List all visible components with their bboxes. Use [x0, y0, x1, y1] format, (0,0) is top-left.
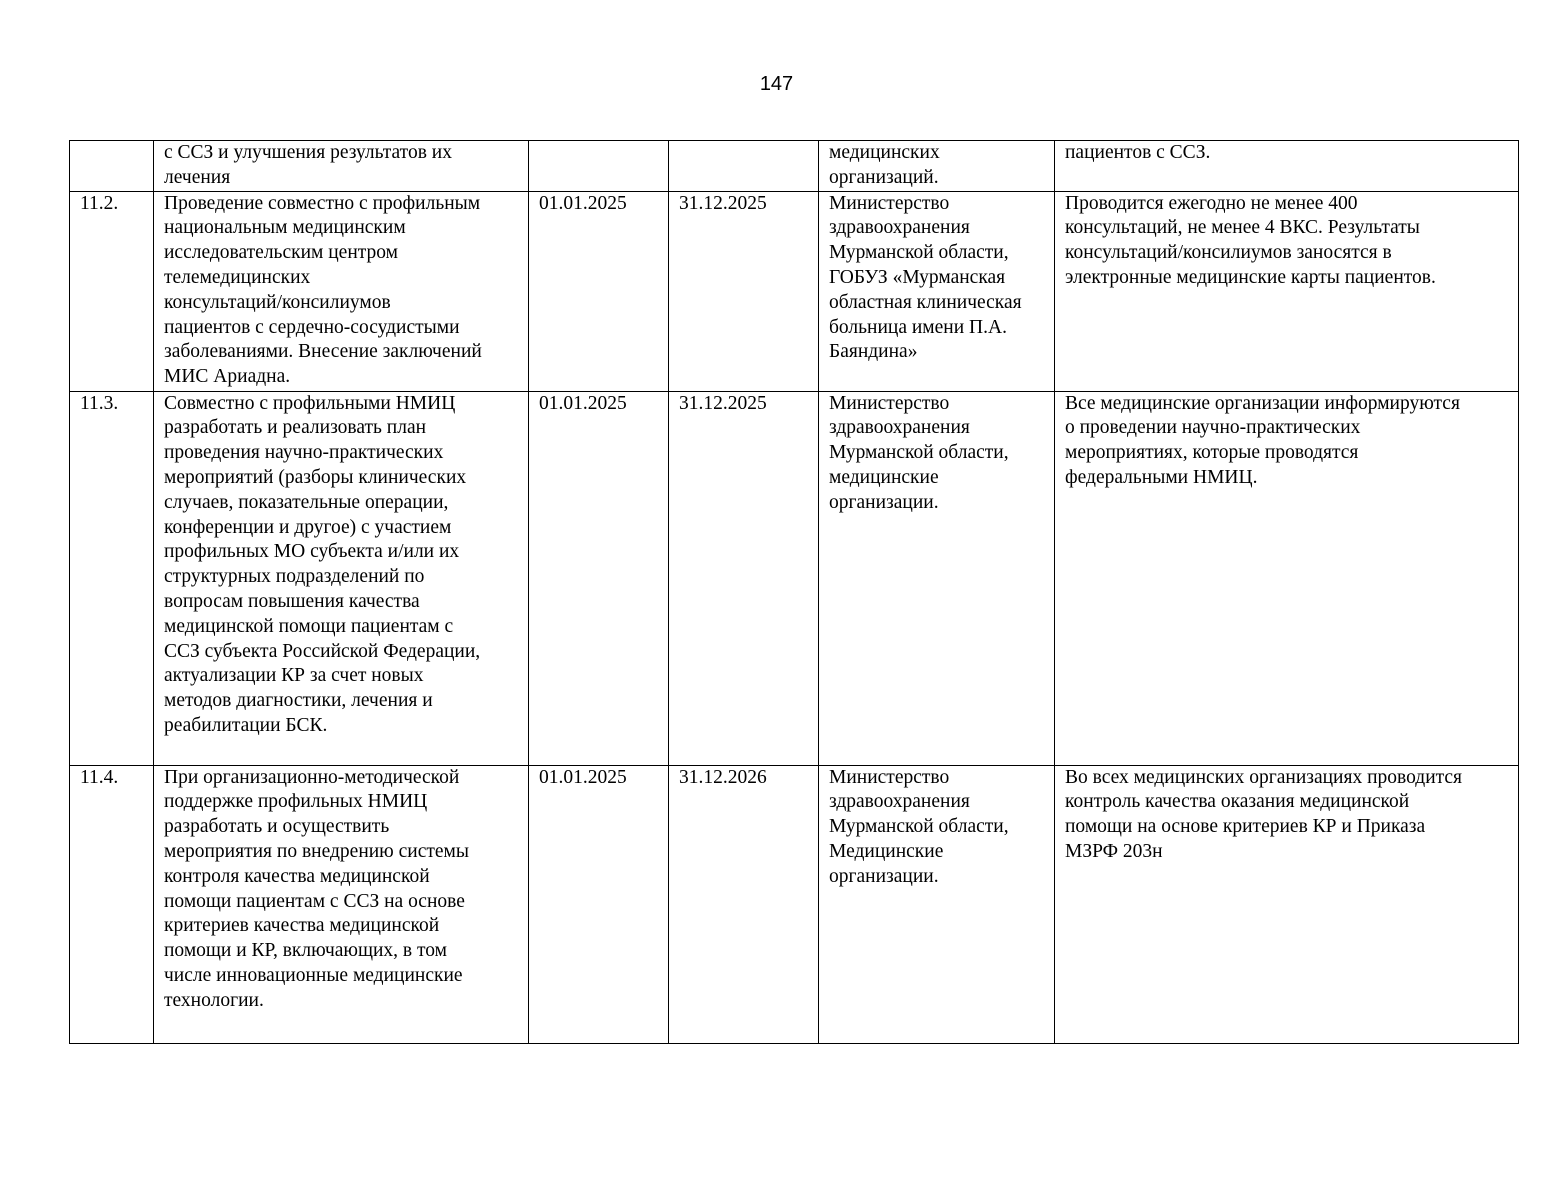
cell-result: пациентов с ССЗ. [1055, 141, 1519, 192]
cell-event: При организационно-методической поддержке профильных НМИЦ разработать и осуществить мероприятия по внедрению системы контроля качества медицинской помощи пациентам с ССЗ на основе критериев качества медицинской помощи и КР, включающих, в том числе инновационные медицинские технологии. [154, 765, 529, 1043]
cell-result: Во всех медицинских организациях проводится контроль качества оказания медицинской помощи на основе критериев КР и Приказа МЗРФ 203н [1055, 765, 1519, 1043]
page-number: 147 [759, 73, 794, 95]
cell-end-date [669, 141, 819, 192]
table-row [70, 191, 1519, 391]
cell-number: 11.3. [70, 391, 154, 765]
measures-table [69, 140, 1519, 1044]
cell-result: Все медицинские организации информируются о проведении научно-практических мероприятиях, которые проводятся федеральными НМИЦ. [1055, 391, 1519, 765]
cell-start-date [529, 141, 669, 192]
cell-responsible: Министерство здравоохранения Мурманской области, ГОБУЗ «Мурманская областная клиническая больница имени П.А. Баяндина» [819, 191, 1055, 391]
cell-end-date: 31.12.2025 [669, 191, 819, 391]
cell-number: 11.2. [70, 191, 154, 391]
cell-end-date: 31.12.2026 [669, 765, 819, 1043]
cell-event: Совместно с профильными НМИЦ разработать и реализовать план проведения научно-практических мероприятий (разборы клинических случаев, показательные операции, конференции и другое) с участием профильных МО субъекта и/или их структурных подразделений по вопросам повышения качества медицинской помощи пациентам с ССЗ субъекта Российской Федерации, актуализации КР за счет новых методов диагностики, лечения и реабилитации БСК. [154, 391, 529, 765]
table-row [70, 765, 1519, 1043]
table-row [70, 141, 1519, 192]
cell-end-date: 31.12.2025 [669, 391, 819, 765]
cell-event: с ССЗ и улучшения результатов их лечения [154, 141, 529, 192]
cell-start-date: 01.01.2025 [529, 391, 669, 765]
cell-result: Проводится ежегодно не менее 400 консультаций, не менее 4 ВКС. Результаты консультаций/консилиумов заносятся в электронные медицинские карты пациентов. [1055, 191, 1519, 391]
cell-number: 11.4. [70, 765, 154, 1043]
cell-responsible: медицинских организаций. [819, 141, 1055, 192]
cell-responsible: Министерство здравоохранения Мурманской области, Медицинские организации. [819, 765, 1055, 1043]
cell-start-date: 01.01.2025 [529, 191, 669, 391]
table-row [70, 391, 1519, 765]
cell-event: Проведение совместно с профильным национальным медицинским исследовательским центром телемедицинских консультаций/консилиумов пациентов с сердечно-сосудистыми заболеваниями. Внесение заключений МИС Ариадна. [154, 191, 529, 391]
cell-responsible: Министерство здравоохранения Мурманской области, медицинские организации. [819, 391, 1055, 765]
cell-number [70, 141, 154, 192]
cell-start-date: 01.01.2025 [529, 765, 669, 1043]
